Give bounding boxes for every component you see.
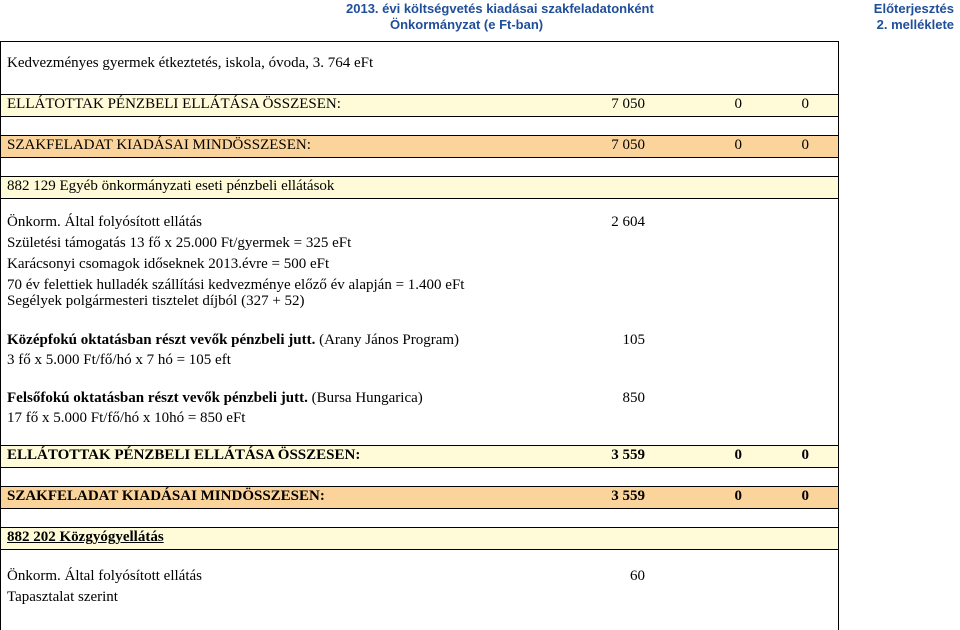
value-col1: 7 050 (611, 96, 645, 112)
table-row-grand-total (1, 486, 838, 509)
value-col1: 850 (622, 390, 645, 406)
row-text: Felsőfokú oktatásban részt vevők pénzbeli jutt. (Bursa Hungarica) (7, 390, 423, 406)
table-row (1, 213, 838, 233)
row-text: Karácsonyi csomagok időseknek 2013.évre = 500 eFt (7, 256, 330, 272)
table-border-top (0, 41, 838, 42)
table-row-section-header (1, 527, 838, 550)
row-text: Születési támogatás 13 fő x 25.000 Ft/gyermek = 325 eFt (7, 235, 352, 251)
document-title: 2013. évi költségvetés kiadásai szakfeladatonként (346, 1, 654, 16)
value-col1: 3 559 (611, 488, 645, 504)
value-col1: 3 559 (611, 447, 645, 463)
table-row (1, 54, 838, 76)
table-row (1, 292, 838, 312)
row-text: Segélyek polgármesteri tisztelet díjból (327 + 52) (7, 293, 305, 309)
section-title: 882 202 Közgyógyellátás (7, 529, 164, 545)
status-label: Előterjesztés (873, 1, 954, 16)
table-row-section-header (1, 176, 838, 199)
row-text: Önkorm. Által folyósított ellátás (7, 568, 202, 584)
value-col3: 0 (801, 447, 809, 463)
table-row (1, 331, 838, 351)
table-row-total (1, 94, 838, 117)
table-row (1, 351, 838, 371)
value-col3: 0 (801, 137, 809, 153)
table-row (1, 234, 838, 254)
annex-label: 2. melléklete (876, 17, 954, 32)
table-row-grand-total (1, 135, 838, 158)
table-row-total (1, 445, 838, 468)
section-title: 882 129 Egyéb önkormányzati eseti pénzbeli ellátások (7, 178, 335, 194)
value-col1: 105 (622, 332, 645, 348)
value-col1: 60 (630, 568, 645, 584)
table-border-right (838, 41, 839, 630)
value-col1: 7 050 (611, 137, 645, 153)
table-row (1, 409, 838, 429)
value-col2: 0 (734, 96, 742, 112)
row-text: SZAKFELADAT KIADÁSAI MINDÖSSZESEN: (7, 488, 325, 504)
row-text: Kedvezményes gyermek étkeztetés, iskola, óvoda, 3. 764 eFt (7, 55, 374, 71)
value-col1: 2 604 (611, 214, 645, 230)
value-col3: 0 (801, 96, 809, 112)
value-col2: 0 (734, 488, 742, 504)
row-text: Önkorm. Által folyósított ellátás (7, 214, 202, 230)
row-text: ELLÁTOTTAK PÉNZBELI ELLÁTÁSA ÖSSZESEN: (7, 447, 361, 463)
row-text: SZAKFELADAT KIADÁSAI MINDÖSSZESEN: (7, 137, 311, 153)
row-text: Tapasztalat szerint (7, 589, 118, 605)
value-col2: 0 (734, 447, 742, 463)
table-row (1, 255, 838, 275)
document-subtitle: Önkormányzat (e Ft-ban) (390, 17, 544, 32)
table-row (1, 567, 838, 587)
value-col2: 0 (734, 137, 742, 153)
row-text: Középfokú oktatásban részt vevők pénzbeli jutt. (Arany János Program) (7, 332, 460, 348)
table-row (1, 588, 838, 608)
row-text: ELLÁTOTTAK PÉNZBELI ELLÁTÁSA ÖSSZESEN: (7, 96, 341, 112)
value-col3: 0 (801, 488, 809, 504)
table-row (1, 389, 838, 409)
row-text: 70 év felettiek hulladék szállítási kedvezménye előző év alapján = 1.400 eFt (7, 277, 465, 293)
row-text: 17 fő x 5.000 Ft/fő/hó x 10hó = 850 eFt (7, 410, 246, 426)
row-text: 3 fő x 5.000 Ft/fő/hó x 7 hó = 105 eft (7, 352, 231, 368)
